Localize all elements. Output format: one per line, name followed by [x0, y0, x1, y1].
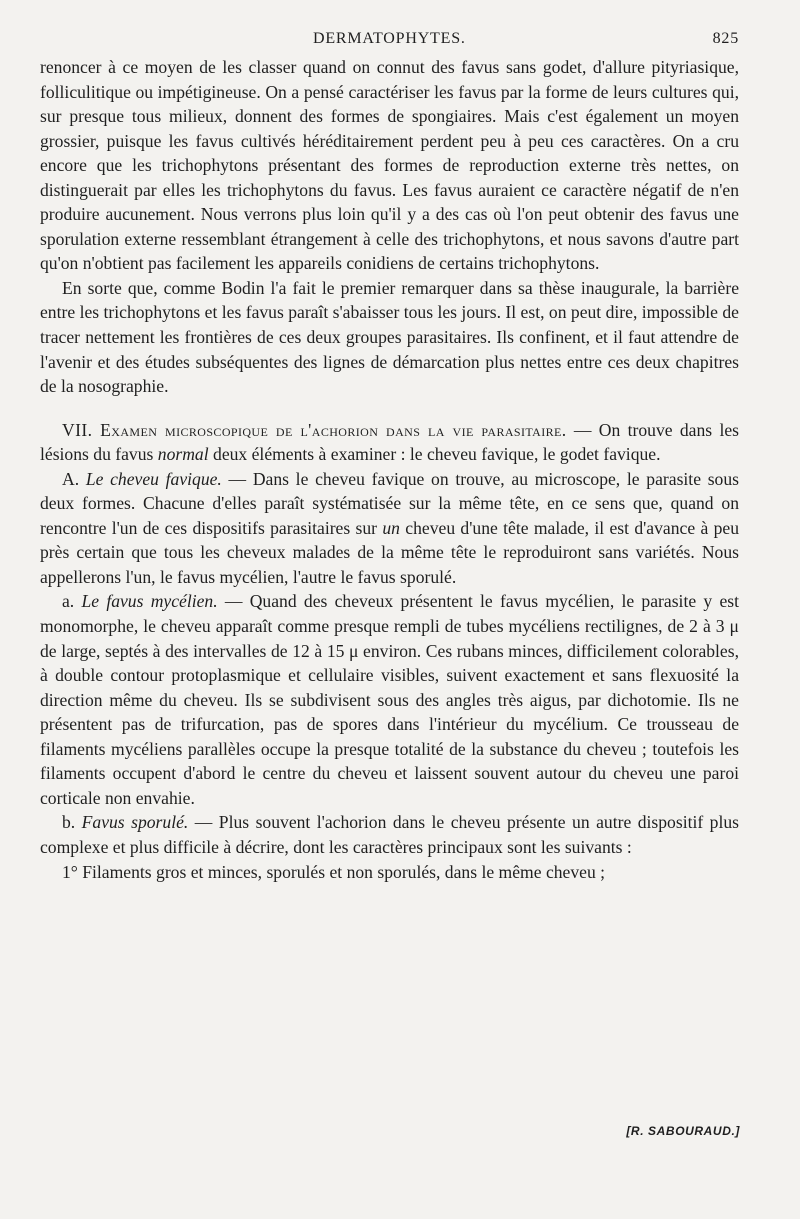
emphasis-un: un — [382, 517, 400, 538]
subsection-title: Le favus mycélien. — [81, 591, 218, 612]
subsection-text: — Quand des cheveux présentent le favus mycélien, le parasite y est monomorphe, le cheveu apparaît comme presque rempli de tubes mycéliens rectilignes, de 2 à 3 μ de large, septés à des intervalles de 12 à 15 μ environ. Ces rubans minces, difficilement colorables, à double contour protoplasmique et cellulaire visibles, suivent exactement et sans flexuosité la direction même du cheveu. Ils se subdivisent sous des angles très aigus, par dichotomie. Ils ne présentent pas de trifurcation, pas de spores dans l'intérieur du mycélium. Ce trousseau de filaments mycéliens parallèles occupe la presque totalité de la substance du cheveu ; toutefois les filaments occupent d'abord le centre du cheveu et laissent souvent autour du cheveu une paroi corticale non envahie. — [40, 591, 739, 808]
subsection-label: b. — [62, 812, 82, 833]
subsection-title: Le cheveu favique. — [85, 468, 222, 489]
body-text — [40, 55, 739, 884]
subsection-label: a. — [62, 591, 82, 612]
subsection-label: A. — [62, 468, 86, 489]
running-head — [263, 30, 739, 52]
section-vii — [40, 418, 739, 467]
list-item-1: 1° Filaments gros et minces, sporulés et non sporulés, dans le même cheveu ; — [62, 861, 606, 882]
section-text-end: deux éléments à examiner : le cheveu favique, le godet favique. — [208, 444, 661, 465]
running-title: DERMATOPHYTES. — [313, 30, 466, 47]
subsection-text-end: cheveu d'une tête malade, il est d'avance à peu près certain que tous les cheveux malades de la même tête le reproduiront sans variétés. Nous appellerons l'un, le favus mycélien, l'autre le favus sporulé. — [40, 517, 739, 587]
paragraph-bodin: En sorte que, comme Bodin l'a fait le premier remarquer dans sa thèse inaugurale, la barrière entre les trichophytons et les favus paraît s'abaisser tous les jours. Il est, on peut dire, impossible de tracer nettement les frontières de ces deux groupes parasitaires. Ils confinent, et il faut attendre de l'avenir et des études subséquentes des lignes de démarcation plus nettes entre ces deux chapitres de la nosographie. — [40, 277, 739, 397]
subsection-text: — Dans le cheveu favique on trouve, au microscope, le parasite sous deux formes. Chacune d'elles paraît systématisée sur la même tête, en ce sens que, quand on rencontre l'un de ces dispositifs parasitaires sur — [40, 468, 739, 538]
paragraph-cheveu-favique — [40, 467, 739, 590]
subsection-text: — Plus souvent l'achorion dans le cheveu présente un autre dispositif plus complexe et plus difficile à décrire, dont les caractères principaux sont les suivants : — [40, 812, 739, 857]
section-text: — On trouve dans les lésions du favus — [40, 419, 739, 465]
author-signature: [R. SABOURAUD.] — [626, 1124, 740, 1138]
paragraph-continuation: renoncer à ce moyen de les classer quand on connut des favus sans godet, d'allure pityriasique, folliculitique ou impétigineuse. On a pensé caractériser les favus par la forme de leurs cultures qui, sur presque tous milieux, donnent des formes de spongiaires. Mais c'est également un moyen grossier, puisque les favus cultivés héréditairement perdent peu à peu ces caractères. On a cru encore que les trichophytons présentant des formes de reproduction externe très nettes, on distinguerait par elles les trichophytons du favus. Les favus auraient ce caractère négatif de n'en produire aucunement. Nous verrons plus loin qu'il y a des cas où l'on peut obtenir des favus une sporulation externe ressemblant étrangement à celle des trichophytons, et nous savons d'autre part qu'on n'obtient pas facilement les appareils conidiens de certains trichophytons. — [40, 57, 739, 274]
section-heading: VII. Examen microscopique de l'achorion dans la vie parasitaire. — [62, 419, 567, 440]
paragraph-favus-sporule — [40, 810, 739, 859]
page-number: 825 — [712, 30, 739, 47]
paragraph-favus-mycelien — [40, 589, 739, 810]
emphasis-normal: normal — [157, 444, 209, 465]
subsection-title: Favus sporulé. — [81, 812, 189, 833]
